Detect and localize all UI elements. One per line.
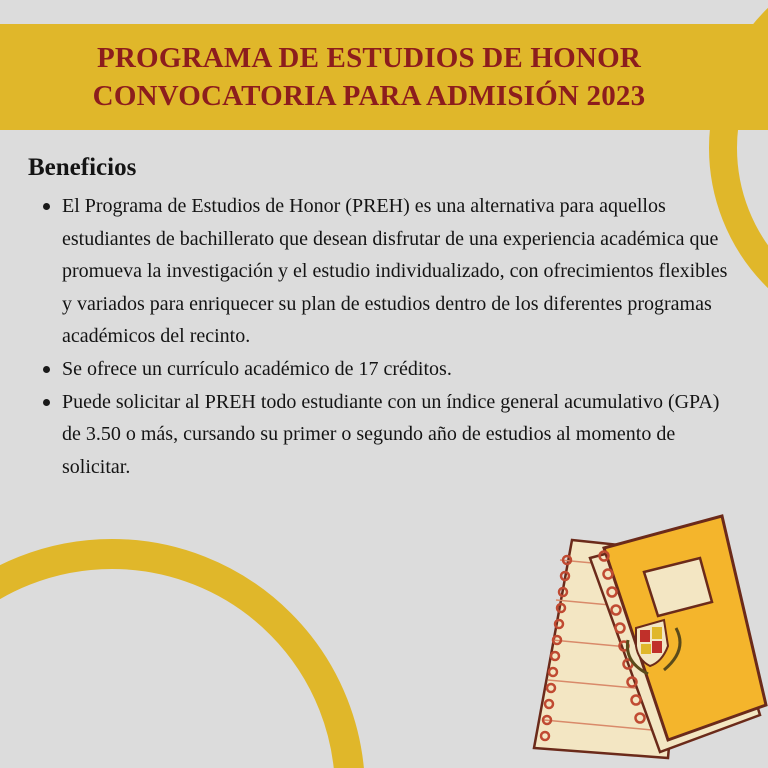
benefits-heading: Beneficios xyxy=(28,154,137,181)
benefit-text: Se ofrece un currículo académico de 17 créditos. xyxy=(62,357,452,380)
title-line-2: CONVOCATORIA PARA ADMISIÓN 2023 xyxy=(92,80,646,112)
benefit-text: El Programa de Estudios de Honor (PREH) es una alternativa para aquellos estudiantes de bachillerato que desean disfrutar de una experiencia académica que promueva la investigación y el estudio individualizado, con ofrecimientos flexibles y variados para enriquecer su plan de estudios dentro de los diferentes programas académicos del recinto. xyxy=(62,195,728,348)
benefit-text: Puede solicitar al PREH todo estudiante con un índice general acumulativo (GPA) de 3.50 o más, cursando su primer o segundo año de estudios al momento de solicitar. xyxy=(62,390,720,478)
title-line-1: PROGRAMA DE ESTUDIOS DE HONOR xyxy=(97,42,641,74)
